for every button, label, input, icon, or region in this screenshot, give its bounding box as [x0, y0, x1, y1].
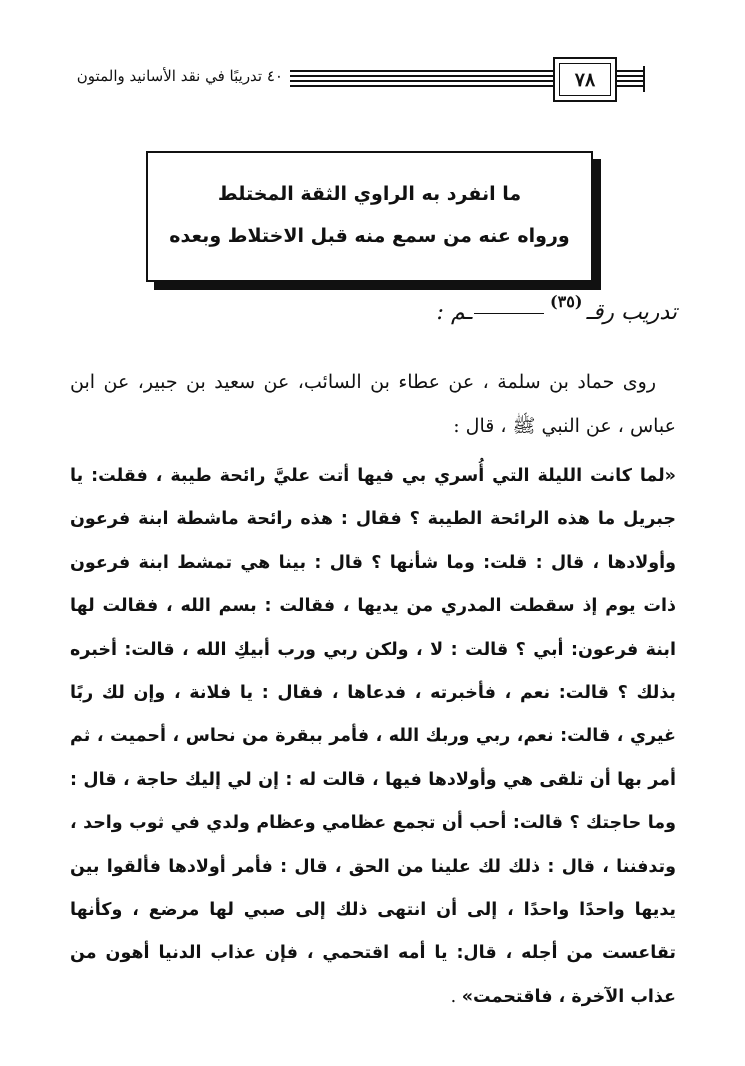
hadith-paragraph	[70, 455, 676, 1019]
chapter-title-box	[146, 151, 593, 282]
chapter-title-line-2: ورواه عنه من سمع منه قبل الاختلاط وبعده	[169, 225, 570, 247]
hadith-end-punct: .	[450, 986, 462, 1007]
chapter-title-line-1: ما انفرد به الراوي الثقة المختلط	[217, 183, 522, 205]
exercise-number: (٣٥)	[550, 292, 583, 311]
header-rule-left	[290, 70, 553, 88]
page-number-text: ٧٨	[574, 68, 596, 91]
hadith-text: «لما كانت الليلة التي أُسري بي فيها أتت عليَّ رائحة طيبة ، فقلت: يا جبريل ما هذه الرائحة الطيبة ؟ فقال : هذه رائحة ماشطة ابنة فرعون وأولادها ، قال : قلت: وما شأنها ؟ قال : بينا هي تمشط ابنة فرعون ذات يوم إذ سقطت المدري من يديها ، فقالت : بسم الله ، فقالت لها ابنة فرعون: أبي ؟ قالت : لا ، ولكن ربي ورب أبيكِ الله ، قالت: أخبره بذلك ؟ قالت: نعم ، فأخبرته ، فدعاها ، فقال : يا فلانة ، وإن لك ربًا غيري ، قالت: نعم، ربي وربك الله ، فأمر ببقرة من نحاس ، أحميت ، ثم أمر بها أن تلقى هي وأولادها فيها ، قالت له : إن لي إليك حاجة ، قال : وما حاجتك ؟ قالت: أحب أن تجمع عظامي وعظام ولدي في ثوب واحد ، وتدفننا ، قال : ذلك لك علينا من الحق ، قال : فأمر أولادها فألقوا بين يديها واحدًا واحدًا ، إلى أن انتهى ذلك إلى صبي لها مرضع ، وكأنها تقاعست من أجله ، قال: يا أمه اقتحمي ، فإن عذاب الدنيا أهون من عذاب الآخرة ، فاقتحمت»	[70, 466, 676, 1007]
narration-paragraph: روى حماد بن سلمة ، عن عطاء بن السائب، عن سعيد بن جبير، عن ابن عباس ، عن النبي ﷺ ، قال :	[70, 371, 676, 437]
running-title: ٤٠ تدريبًا في نقد الأسانيد والمتون	[76, 67, 283, 85]
exercise-heading	[436, 292, 677, 325]
exercise-suffix: ـم	[450, 300, 473, 325]
header-rule-cap	[643, 66, 645, 92]
exercise-colon: :	[436, 300, 444, 325]
header-rule-right	[617, 70, 645, 88]
exercise-label: تدريب رقـ	[586, 300, 677, 325]
page-number	[553, 57, 617, 102]
page-header	[0, 0, 745, 120]
exercise-kashida	[474, 313, 544, 314]
